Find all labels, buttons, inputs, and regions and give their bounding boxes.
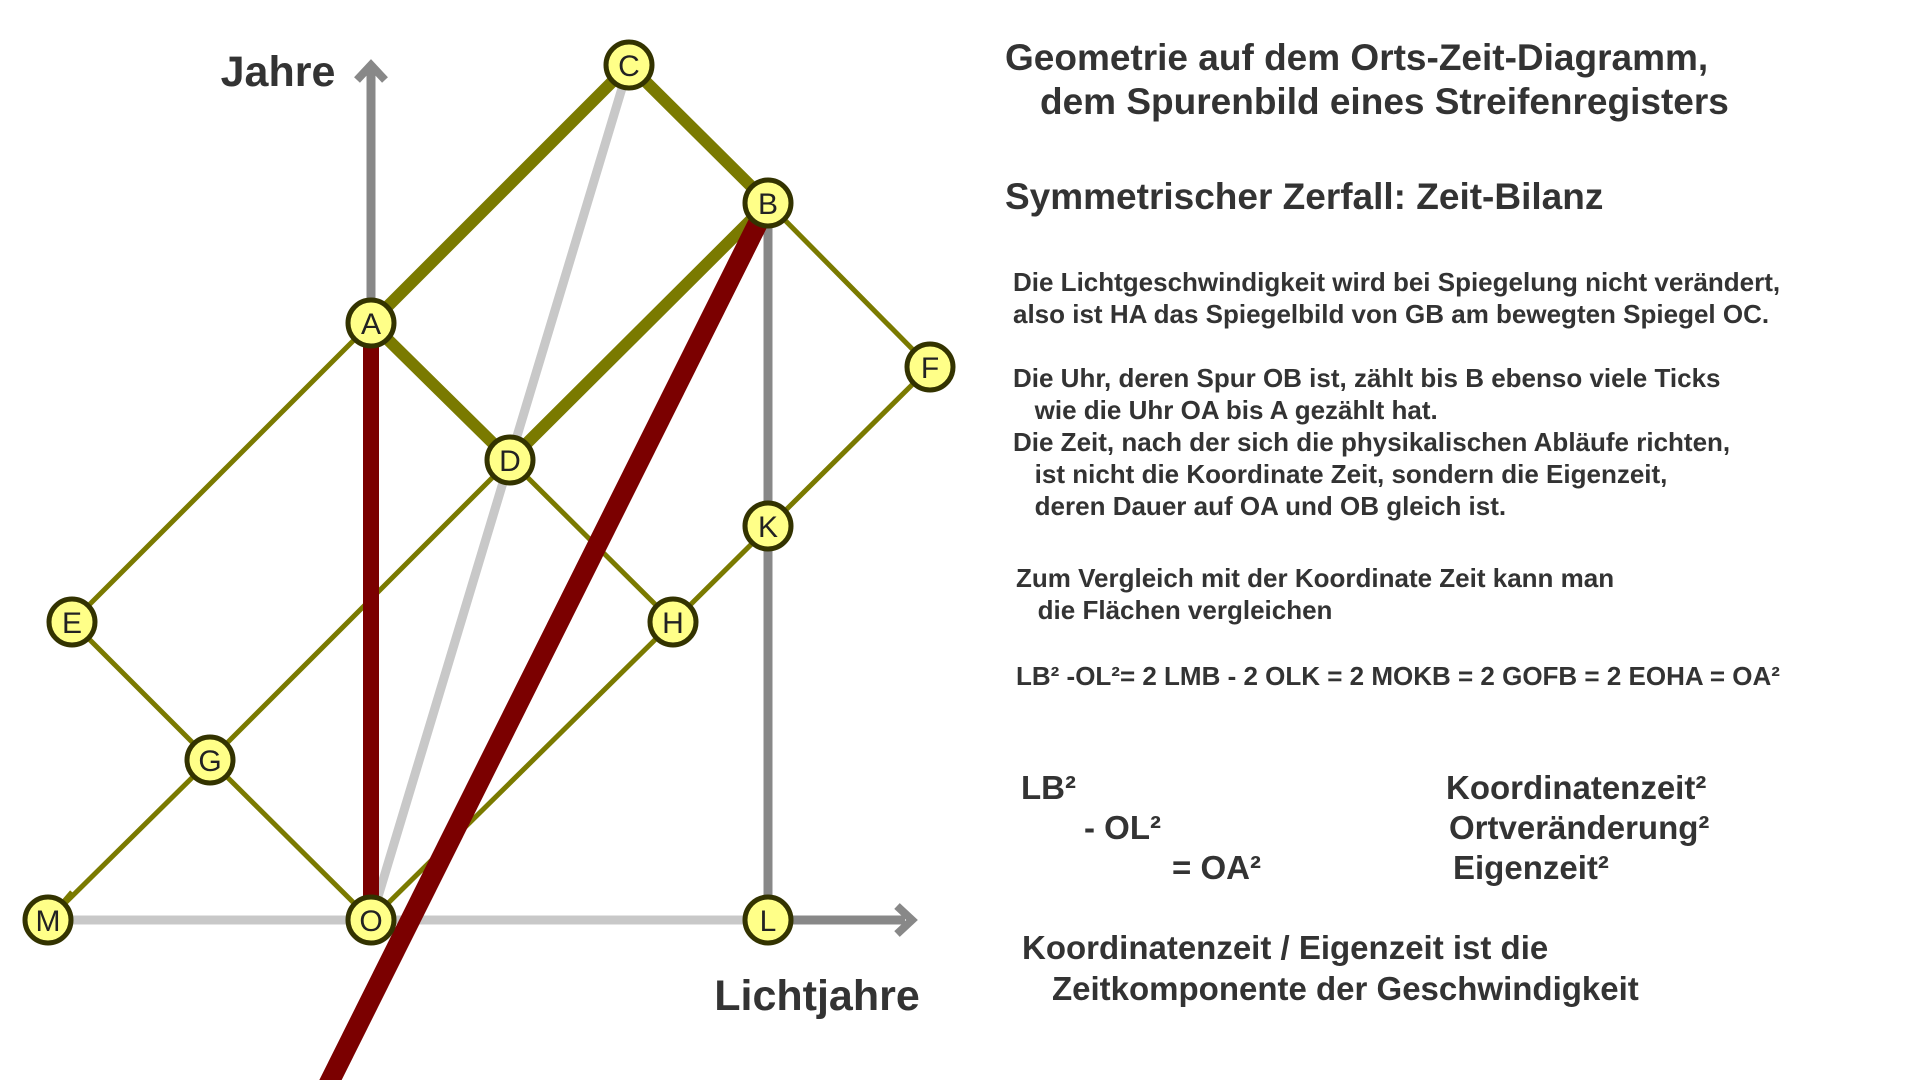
point-F	[907, 344, 953, 390]
svg-text:F: F	[920, 352, 940, 385]
balance-ortveraenderung: Ortveränderung²	[1449, 809, 1710, 846]
point-G	[187, 737, 233, 783]
title-line-2: dem Spurenbild eines Streifenregisters	[1040, 81, 1729, 122]
title-line-1: Geometrie auf dem Orts-Zeit-Diagramm,	[1005, 37, 1709, 78]
line-EG	[72, 622, 210, 760]
paragraph-3: Zum Vergleich mit der Koordinate Zeit kann man die Flächen vergleichen	[1016, 563, 1615, 625]
summary-line-2: Zeitkomponente der Geschwindigkeit	[1052, 970, 1639, 1007]
point-O	[348, 897, 394, 943]
point-K	[745, 503, 791, 549]
x-axis-label: Lichtjahre	[714, 972, 920, 1020]
line-AD	[371, 323, 510, 460]
svg-text:A: A	[360, 308, 382, 341]
balance-lb: LB²	[1021, 769, 1076, 806]
svg-text:B: B	[757, 188, 779, 221]
svg-text:H: H	[662, 607, 684, 640]
paragraph-1: Die Lichtgeschwindigkeit wird bei Spiegelung nicht verändert, also ist HA das Spiegelbild von GB am bewegten Spiegel OC.	[1013, 267, 1781, 329]
area-formula: LB² -OL²= 2 LMB - 2 OLK = 2 MOKB = 2 GOFB = 2 EOHA = OA²	[1016, 661, 1780, 691]
line-CB	[629, 65, 768, 203]
svg-text:E: E	[61, 607, 83, 640]
point-D	[487, 437, 533, 483]
svg-text:O: O	[359, 905, 383, 938]
y-axis-label: Jahre	[220, 48, 336, 96]
svg-text:D: D	[499, 445, 521, 478]
balance-ol: - OL²	[1084, 809, 1161, 846]
point-M	[25, 897, 71, 943]
line-BF	[768, 203, 930, 367]
paragraph-2: Die Uhr, deren Spur OB ist, zählt bis B ebenso viele Ticks wie die Uhr OA bis A gezählt hat. Die Zeit, nach der sich die physikalischen Abläufe richten, ist nicht die Koordinate Zeit, sondern die Eigenzeit, deren Dauer auf OA und OB gleich ist.	[1013, 363, 1731, 521]
balance-koordinatenzeit: Koordinatenzeit²	[1446, 769, 1707, 806]
line-MG	[48, 760, 210, 920]
svg-text:G: G	[198, 745, 222, 778]
point-C	[606, 42, 652, 88]
line-EA	[72, 323, 371, 622]
point-B	[745, 180, 791, 226]
svg-text:L: L	[759, 905, 777, 938]
svg-text:K: K	[757, 511, 779, 544]
line-HF	[673, 367, 930, 622]
balance-oa: = OA²	[1172, 849, 1261, 886]
svg-text:M: M	[35, 905, 61, 938]
summary-line-1: Koordinatenzeit / Eigenzeit ist die	[1022, 929, 1549, 966]
line-GO	[210, 760, 371, 920]
point-H	[650, 599, 696, 645]
point-L	[745, 897, 791, 943]
point-E	[49, 599, 95, 645]
balance-eigenzeit: Eigenzeit²	[1453, 849, 1609, 886]
subtitle: Symmetrischer Zerfall: Zeit-Bilanz	[1005, 176, 1604, 217]
point-A	[348, 300, 394, 346]
svg-text:C: C	[618, 50, 640, 83]
